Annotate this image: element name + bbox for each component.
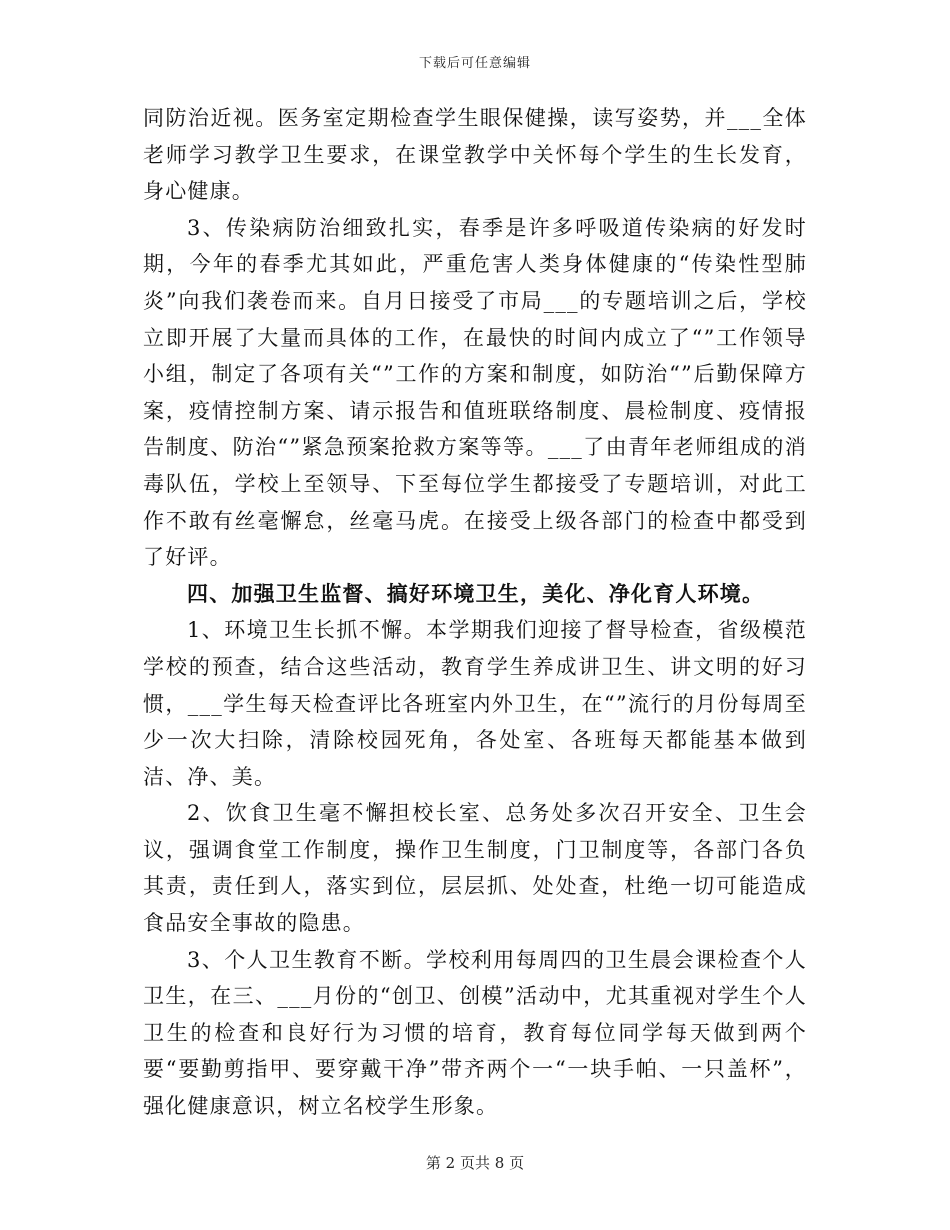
document-body <box>143 100 807 1125</box>
paragraph-continued: 同防治近视。医务室定期检查学生眼保健操，读写姿势，并___全体老师学习教学卫生要求，在课堂教学中关怀每个学生的生长发育，身心健康。 <box>143 106 807 204</box>
paragraph-infectious-disease: 3、传染病防治细致扎实，春季是许多呼吸道传染病的好发时期，今年的春季尤其如此，严重危害人类身体健康的“传染性型肺炎”向我们袭卷而来。自月日接受了市局___的专题培训之后，学校立即开展了大量而具体的工作，在最快的时间内成立了“”工作领导小组，制定了各项有关“”工作的方案和制度，如防治“”后勤保障方案，疫情控制方案、请示报告和值班联络制度、晨检制度、疫情报告制度、防治“”紧急预案抢救方案等等。___了由青年老师组成的消毒队伍，学校上至领导、下至每位学生都接受了专题培训，对此工作不敢有丝毫懈怠，丝毫马虎。在接受上级各部门的检查中都受到了好评。 <box>143 215 807 570</box>
paragraph-food-hygiene: 2、饮食卫生毫不懈担校长室、总务处多次召开安全、卫生会议，强调食堂工作制度，操作卫生制度，门卫制度等，各部门各负其责，责任到人，落实到位，层层抓、处处查，杜绝一切可能造成食品安全事故的隐患。 <box>143 801 807 936</box>
page-header: 下载后可任意编辑 <box>418 56 531 71</box>
section-heading: 四、加强卫生监督、搞好环境卫生，美化、净化育人环境。 <box>187 580 765 606</box>
page-number: 第 2 页共 8 页 <box>425 1154 525 1172</box>
paragraph-environment-hygiene: 1、环境卫生长抓不懈。本学期我们迎接了督导检查，省级模范学校的预查，结合这些活动，教育学生养成讲卫生、讲文明的好习惯，___学生每天检查评比各班室内外卫生，在“”流行的月份每周至少一次大扫除，清除校园死角，各处室、各班每天都能基本做到洁、净、美。 <box>143 618 807 789</box>
paragraph-personal-hygiene: 3、个人卫生教育不断。学校利用每周四的卫生晨会课检查个人卫生，在三、___月份的“创卫、创模”活动中，尤其重视对学生个人卫生的检查和良好行为习惯的培育，教育每位同学每天做到两个要“要勤剪指甲、要穿戴干净”带齐两个一“一块手帕、一只盖杯”，强化健康意识，树立名校学生形象。 <box>143 947 807 1119</box>
